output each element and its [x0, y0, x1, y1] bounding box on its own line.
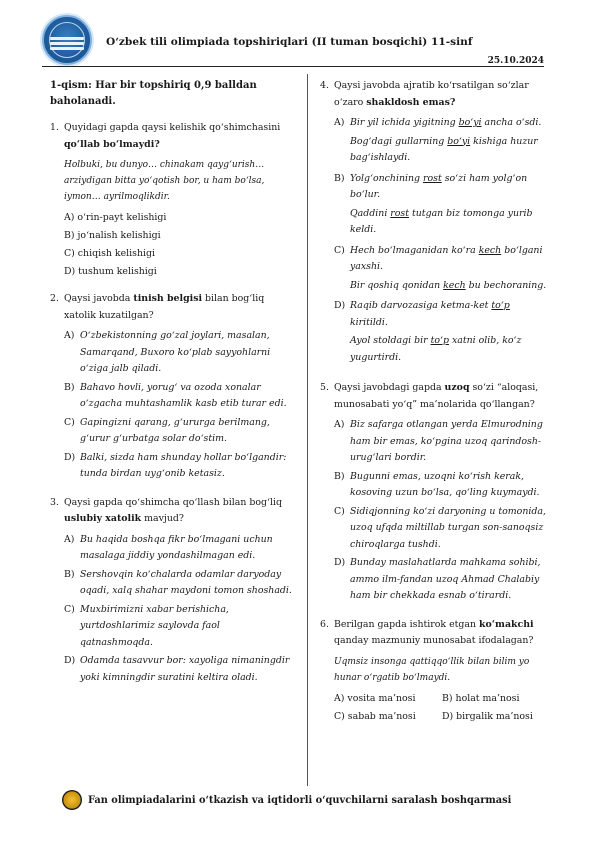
answer-option[interactable]: D) tushum kelishigi	[64, 266, 157, 277]
answer-option[interactable]: C) Muxbirimizni xabar berishicha, yurtdoshlarimiz saylovda faol qatnashmoqda.	[64, 603, 229, 648]
question-text: Berilgan gapda ishtirok etgan ko‘makchi qanday mazmuniy munosabat ifodalagan?	[334, 618, 534, 646]
question-2	[50, 291, 295, 324]
section-intro: 1-qism: Har bir topshiriq 0,9 balldan baholanadi.	[50, 80, 257, 107]
answer-option[interactable]: B) Sershovqin ko‘chalarda odamlar daryoday oqadi, xalq shahar maydoni tomon shoshadi.	[64, 568, 292, 596]
answer-option[interactable]: B) holat ma’nosi	[442, 692, 520, 704]
answer-option[interactable]: D) Raqib darvozasiga ketma-ket to‘p kiritildi. Ayol stoldagi bir to‘p xatni olib, ko‘z yugurtirdi.	[334, 300, 522, 363]
question-5	[320, 380, 550, 413]
answer-option[interactable]: B) jo‘nalish kelishigi	[64, 230, 161, 241]
question-1	[50, 120, 295, 153]
answer-option[interactable]: B) Bahavo hovli, yorug‘ va ozoda xonalar o‘zgacha muhtashamlik kasb etib turar edi.	[64, 381, 287, 409]
question-text: Qaysi javobdagi gapda uzoq so‘zi “aloqasi, munosabati yo‘q” ma’nolarida qo‘llangan?	[334, 382, 539, 410]
footer-text: Fan olimpiadalarini o‘tkazish va iqtidorli o‘quvchilarni saralash boshqarmasi	[88, 794, 512, 806]
answer-option[interactable]: C) Hech bo‘lmaganidan ko‘ra kech bo‘lgani yaxshi. Bir qoshiq qonidan kech bu bechoraning.	[334, 244, 547, 291]
question-number: 1.	[50, 122, 59, 133]
answer-option[interactable]: C) chiqish kelishigi	[64, 248, 155, 259]
answer-option[interactable]: C) Sidiqjonning ko‘zi daryoning u tomonida, uzoq ufqda miltillab turgan son-sanoqsiz chiroqlarga tushdi.	[334, 505, 546, 550]
question-1-quote: Holbuki, bu dunyo… chinakam qayg‘urish… arziydigan bitta yo‘qotish bor, u ham bo‘lsa, iymon… ayrilmoqlikdir.	[64, 160, 265, 202]
question-number: 4.	[320, 80, 329, 91]
answer-option[interactable]: A) o‘rin-payt kelishigi	[64, 212, 167, 223]
question-text: Qaysi javobda tinish belgisi bilan bog‘liq xatolik kuzatilgan?	[64, 293, 265, 321]
answer-options-grid	[320, 690, 550, 726]
answer-option[interactable]: D) Balki, sizda ham shunday hollar bo‘lgandir: tunda birdan uyg‘onib ketasiz.	[64, 451, 287, 479]
question-number: 5.	[320, 382, 329, 393]
answer-option[interactable]: A) O‘zbekistonning go‘zal joylari, masalan, Samarqand, Buxoro ko‘plab sayyohlarni o‘ziga jalb qiladi.	[64, 330, 271, 374]
department-emblem-icon	[62, 790, 82, 810]
answer-option[interactable]: D) Odamda tasavvur bor: xayoliga nimaningdir yoki kimningdir suratini keltira oladi.	[64, 655, 290, 683]
question-6	[320, 617, 550, 650]
question-number: 6.	[320, 618, 329, 630]
question-text: Qaysi javobda ajratib ko‘rsatilgan so‘zlar o‘zaro shakldosh emas?	[334, 80, 529, 108]
page-title: O‘zbek tili olimpiada topshiriqlari (II tuman bosqichi) 11-sinf	[106, 36, 473, 48]
answer-option[interactable]: C) sabab ma’nosi	[334, 710, 416, 722]
date-label: 25.10.2024	[487, 56, 544, 66]
olympiad-logo-icon	[42, 15, 92, 65]
answer-option[interactable]: D) Bunday maslahatlarda mahkama sohibi, ammo ilm-fandan uzoq Ahmad Chalabiy ham bir chekkada esnab o‘tirardi.	[334, 557, 541, 601]
question-6-quote: Uqmsiz insonga qattiqqo‘llik bilan bilim yo hunar o‘rgatib bo‘lmaydi.	[334, 656, 530, 683]
answer-option[interactable]: B) Yolg‘onchining rost so‘zi ham yolg‘on bo‘lur. Qaddini rost tutgan biz tomonga yurib keldi.	[334, 172, 533, 235]
answer-option[interactable]: D) birgalik ma’nosi	[442, 710, 533, 722]
answer-option[interactable]: C) Gapingizni qarang, g‘ururga berilmang, g‘urur g‘urbatga solar do‘stim.	[64, 416, 270, 444]
answer-option[interactable]: B) Bugunni emas, uzoqni ko‘rish kerak, kosoving uzun bo‘lsa, qo‘ling kuymaydi.	[334, 470, 540, 498]
answer-option[interactable]: A) Bir yil ichida yigitning bo‘yi ancha o‘sdi. Bog‘dagi gullarning bo‘yi kishiga huzur bag‘ishlaydi.	[334, 117, 542, 163]
question-text: Qaysi gapda qo‘shimcha qo‘llash bilan bog‘liq uslubiy xatolik mavjud?	[64, 496, 283, 524]
answer-option[interactable]: A) Bu haqida boshqa fikr bo‘lmagani uchun masalaga jiddiy yondashilmagan edi.	[64, 533, 273, 561]
answer-option[interactable]: A) Biz safarga otlangan yerda Elmurodning ham bir emas, ko‘pgina uzoq qarindosh-urug‘lari bordir.	[334, 419, 543, 463]
page-footer	[62, 790, 511, 810]
question-number: 3.	[50, 496, 59, 508]
left-column	[50, 78, 295, 688]
column-divider	[307, 74, 308, 786]
question-number: 2.	[50, 293, 59, 304]
header-divider	[42, 66, 544, 67]
question-3	[50, 495, 295, 528]
right-column	[320, 78, 550, 726]
question-text: Quyidagi gapda qaysi kelishik qo‘shimchasini qo‘llab bo‘lmaydi?	[64, 122, 281, 150]
question-4	[320, 78, 550, 111]
page-header	[0, 0, 596, 72]
answer-option[interactable]: A) vosita ma’nosi	[334, 692, 416, 704]
